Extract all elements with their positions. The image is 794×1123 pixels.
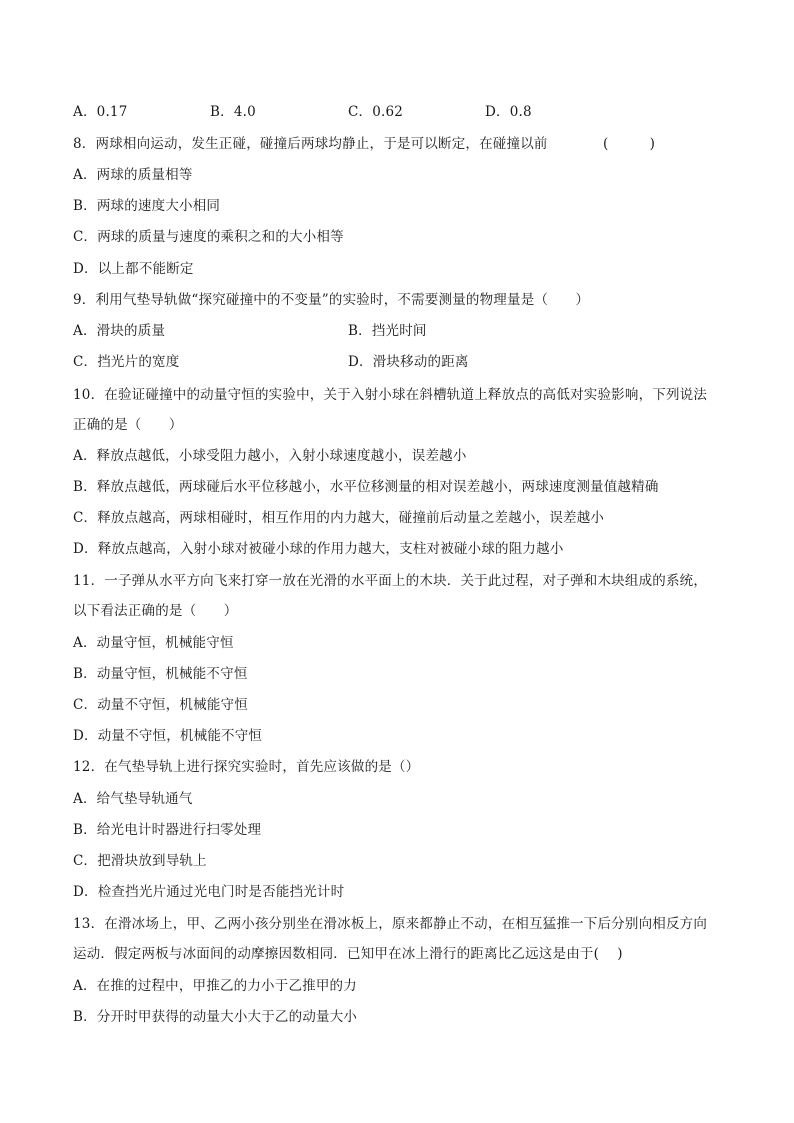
q13-stem-line-2: 运动．假定两板与冰面间的动摩擦因数相同．已知甲在冰上滑行的距离比乙远这是由于( ) — [73, 946, 623, 962]
q8-option-c: C．两球的质量与速度的乘积之和的大小相等 — [73, 229, 344, 245]
q11-stem-line-2: 以下看法正确的是（ ） — [73, 603, 238, 619]
q12-option-c: C．把滑块放到导轨上 — [73, 853, 207, 869]
q12-stem: 12．在气垫导轨上进行探究实验时，首先应该做的是（） — [73, 759, 420, 775]
q10-stem-line-2: 正确的是（ ） — [73, 417, 183, 433]
q7-option-c: C．0.62 — [348, 104, 404, 120]
q12-option-a: A．给气垫导轨通气 — [73, 791, 193, 807]
q8-stem-row — [73, 135, 733, 153]
q11-stem-line-1: 11．一子弹从水平方向飞来打穿一放在光滑的水平面上的木块．关于此过程，对子弹和木块组成的系统， — [73, 573, 708, 589]
q9-option-b: B．挡光时间 — [348, 323, 427, 339]
q10-option-b: B．释放点越低，两球碰后水平位移越小，水平位移测量的相对误差越小，两球速度测量值越精确 — [73, 479, 659, 495]
q13-option-b: B．分开时甲获得的动量大小大于乙的动量大小 — [73, 1009, 358, 1025]
q9-options-row-2 — [73, 353, 733, 371]
q8-option-d: D．以上都不能断定 — [73, 261, 194, 277]
q13-option-a: A．在推的过程中，甲推乙的力小于乙推甲的力 — [73, 978, 357, 994]
q9-option-c: C．挡光片的宽度 — [73, 354, 180, 370]
q12-option-d: D．检查挡光片通过光电门时是否能挡光计时 — [73, 884, 345, 900]
q10-option-d: D．释放点越高，入射小球对被碰小球的作用力越大，支柱对被碰小球的阻力越小 — [73, 541, 564, 557]
q11-option-c: C．动量不守恒，机械能守恒 — [73, 697, 248, 713]
q9-option-d: D．滑块移动的距离 — [348, 354, 469, 370]
q7-options-row — [73, 103, 733, 121]
q10-option-c: C．释放点越高，两球相碰时，相互作用的内力越大，碰撞前后动量之差越小，误差越小 — [73, 510, 605, 526]
q7-option-d: D．0.8 — [485, 104, 532, 120]
q9-option-a: A．滑块的质量 — [73, 323, 166, 339]
q9-options-row-1 — [73, 322, 733, 340]
q8-option-a: A．两球的质量相等 — [73, 167, 193, 183]
q12-option-b: B．给光电计时器进行扫零处理 — [73, 822, 262, 838]
q11-option-d: D．动量不守恒，机械能不守恒 — [73, 728, 263, 744]
q7-option-b: B．4.0 — [210, 104, 256, 120]
q13-stem-line-1: 13．在滑冰场上，甲、乙两小孩分别坐在滑冰板上，原来都静止不动，在相互猛推一下后分别向相反方向 — [73, 916, 708, 932]
q8-stem: 8．两球相向运动，发生正碰，碰撞后两球均静止，于是可以断定，在碰撞以前 — [73, 136, 548, 152]
q8-option-b: B．两球的速度大小相同 — [73, 198, 221, 214]
q10-option-a: A．释放点越低，小球受阻力越小，入射小球速度越小，误差越小 — [73, 448, 467, 464]
q11-option-a: A．动量守恒，机械能守恒 — [73, 635, 234, 651]
q7-option-a: A．0.17 — [73, 104, 128, 120]
q11-option-b: B．动量守恒，机械能不守恒 — [73, 666, 248, 682]
q9-stem: 9．利用气垫导轨做“探究碰撞中的不变量”的实验时，不需要测量的物理量是（ ） — [73, 292, 590, 308]
q10-stem-line-1: 10．在验证碰撞中的动量守恒的实验中，关于入射小球在斜槽轨道上释放点的高低对实验影响，下列说法 — [73, 387, 708, 403]
q8-answer-blank: ( ) — [603, 136, 656, 152]
